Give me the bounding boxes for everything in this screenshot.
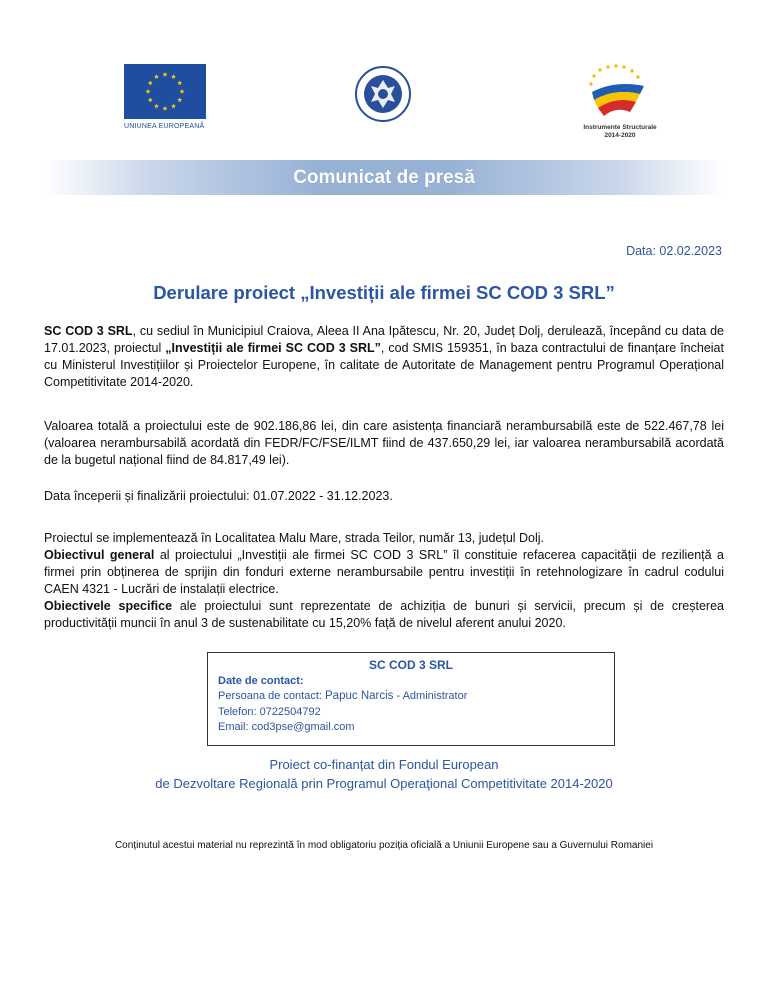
location-line: Proiectul se implementează în Localitatea Malu Mare, strada Teilor, număr 13, județul Dolj.: [44, 531, 545, 545]
specific-objectives: [44, 598, 724, 632]
eu-star: [171, 74, 176, 79]
instrumente-structurale-caption: [575, 124, 665, 140]
contact-person-role: - Administrator: [393, 690, 468, 702]
eu-star: [177, 80, 182, 85]
eu-star: [148, 97, 153, 102]
contact-company: SC COD 3 SRL: [368, 658, 453, 672]
eu-stars-icon: [124, 64, 206, 119]
contact-email: Email: cod3pse@gmail.com: [218, 721, 355, 733]
specific-objectives-text: ale proiectului sunt reprezentate de achiziția de bunuri și servicii, precum și de creșterea productivității muncii în anul 3 de sustenabilitate cu 15,20% față de nivelul aferent anului 2020.: [44, 599, 724, 630]
eu-star: [180, 89, 185, 94]
cofinancing-line-1: Proiect co-finanțat din Fondul European: [269, 757, 499, 772]
eu-star: [148, 80, 153, 85]
paragraph-intro: [44, 323, 724, 391]
eu-star: [163, 106, 168, 111]
contact-person-label: Persoana de contact:: [218, 690, 326, 702]
paragraph-value: Valoarea totală a proiectului este de 902.186,86 lei, din care asistența financiară nerambursabilă este de 522.467,78 lei (valoarea nerambursabilă acordată din FEDR/FC/FSE/ILMT fiind de 437.650,29 lei, iar valoarea nerambursabilă acordată de la bugetul național fiind de 84.817,49 lei).: [44, 419, 724, 467]
contact-person-name: Papuc Narcis: [325, 690, 394, 702]
general-objective-text: al proiectului „Investiții ale firmei SC COD 3 SRL” îl constituie refacerea capacității de reziliență a firmei prin obținerea de sprijin din fonduri externe nerambursabile pentru investiții în retehnologizare în cadrul codului CAEN 4321 - Lucrări de instalații electrice.: [44, 548, 724, 596]
release-date: Data: 02.02.2023: [626, 244, 722, 258]
cofinancing-line-2: de Dezvoltare Regională prin Programul Operaţional Competitivitate 2014-2020: [155, 776, 613, 791]
eu-star: [154, 104, 159, 109]
contact-heading: Date de contact:: [218, 675, 304, 687]
paragraph-dates: Data începerii și finalizării proiectului: 01.07.2022 - 31.12.2023.: [44, 489, 393, 503]
intro-text-b: , cod SMIS 159351, în baza contractului de finanțare încheiat cu Ministerul Investițiilor și Proiectelor Europene, în calitate de Autoritate de Management pentru Programul Operațional Competitivitate 2014-2020.: [44, 341, 724, 389]
general-objective-label: Obiectivul general: [44, 548, 155, 562]
instrumente-structurale-logo: [580, 62, 650, 122]
eu-star: [154, 74, 159, 79]
banner-title: Comunicat de presă: [293, 167, 475, 188]
page-title: Derulare proiect „Investiții ale firmei SC COD 3 SRL”: [153, 282, 615, 303]
eu-star: [177, 97, 182, 102]
intro-text-a: , cu sediul în Municipiul Craiova, Aleea II Ana Ipătescu, Nr. 20, Județ Dolj, derulează, începând cu data de 17.01.2023, proiectul: [44, 324, 725, 355]
specific-objectives-label: Obiectivele specifice: [44, 599, 173, 613]
contact-phone: Telefon: 0722504792: [218, 706, 321, 718]
eu-flag-logo: [124, 64, 206, 119]
eu-star: [146, 89, 151, 94]
disclaimer: Conținutul acestui material nu reprezintă în mod obligatoriu poziția oficială a Uniunii Europene sau a Guvernului Romaniei: [114, 840, 654, 851]
is-caption-line1: Instrumente Structurale: [583, 124, 657, 131]
eu-caption: UNIUNEA EUROPEANĂ: [124, 123, 205, 130]
eu-star: [163, 72, 168, 77]
government-seal-logo: [355, 66, 411, 122]
project-name: „Investiții ale firmei SC COD 3 SRL”: [165, 341, 381, 355]
eu-star: [171, 104, 176, 109]
general-objective: [44, 547, 724, 598]
paragraph-objectives: [44, 530, 724, 632]
company-name: SC COD 3 SRL: [44, 324, 133, 338]
is-caption-line2: 2014-2020: [604, 132, 636, 139]
contact-person: [218, 690, 467, 702]
